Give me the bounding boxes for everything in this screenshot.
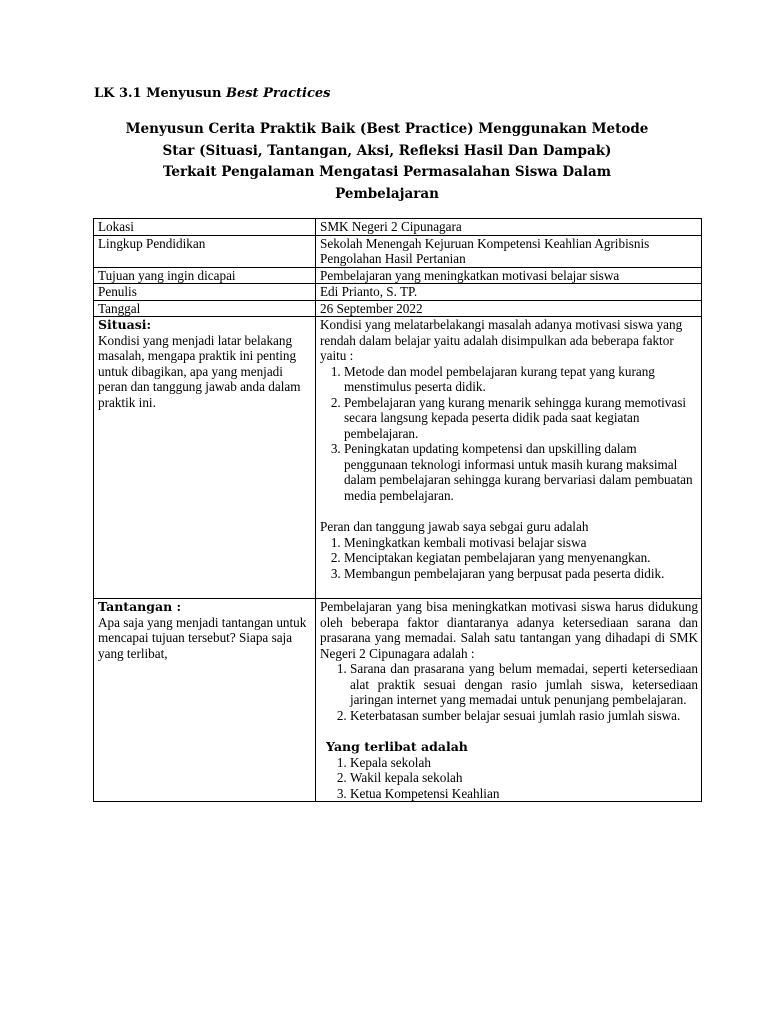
document-title	[94, 119, 680, 205]
row-value-tanggal: 26 September 2022	[316, 300, 702, 317]
situasi-description: Kondisi yang menjadi latar belakang masalah, mengapa praktik ini penting untuk dibagikan, apa yang menjadi peran dan tanggung jawab anda dalam praktik ini.	[98, 332, 301, 410]
situasi-role-intro: Peran dan tanggung jawab saya sebgai guru adalah	[320, 519, 589, 534]
table-row	[94, 300, 702, 317]
situasi-factor-list	[320, 364, 698, 504]
tantangan-involved-list	[320, 755, 698, 802]
situasi-label-cell	[94, 317, 316, 599]
list-item: 3. Membangun pembelajaran yang berpusat pada peserta didik.	[344, 566, 698, 582]
tantangan-description: Apa saja yang menjadi tantangan untuk mencapai tujuan tersebut? Siapa saja yang terlibat,	[98, 614, 307, 661]
row-label-tanggal: Tanggal	[94, 300, 316, 317]
list-item: 1. Metode dan model pembelajaran kurang tepat yang kurang menstimulus peserta didik.	[344, 364, 698, 395]
table-row	[94, 284, 702, 301]
table-row	[94, 267, 702, 284]
table-row	[94, 219, 702, 236]
list-item: 1. Kepala sekolah	[350, 755, 698, 771]
row-value-lokasi: SMK Negeri 2 Cipunagara	[316, 219, 702, 236]
tantangan-challenge-list	[320, 661, 698, 723]
title-line: Pembelajaran	[335, 185, 439, 202]
table-row	[94, 235, 702, 267]
list-item: 2. Keterbatasan sumber belajar sesuai jumlah rasio jumlah siswa.	[350, 708, 698, 724]
list-item: 1. Sarana dan prasarana yang belum memadai, seperti ketersediaan alat praktik sesuai dengan rasio jumlah siswa, ketersediaan jaringan internet yang memadai untuk penunjang pembelajaran.	[350, 661, 698, 708]
list-item: 3. Peningkatan updating kompetensi dan upskilling dalam penggunaan teknologi informasi untuk masih kurang maksimal dalam pembelajaran sehingga kurang bervariasi dalam pembuatan media pembelajaran.	[344, 441, 698, 503]
list-item: 2. Pembelajaran yang kurang menarik sehingga kurang memotivasi secara langsung kepada peserta didik pada saat kegiatan pembelajaran.	[344, 395, 698, 442]
situasi-heading: Situasi:	[98, 317, 152, 332]
row-value-penulis: Edi Prianto, S. TP.	[316, 284, 702, 301]
title-line: Star (Situasi, Tantangan, Aksi, Refleksi Hasil Dan Dampak)	[162, 142, 612, 159]
table-row-situasi	[94, 317, 702, 599]
tantangan-intro: Pembelajaran yang bisa meningkatkan motivasi siswa harus didukung oleh beberapa faktor diantaranya adanya ketersediaan sarana dan prasarana yang memadai. Salah satu tantangan yang dihadapi di SMK Negeri 2 Cipunagara adalah :	[320, 599, 698, 661]
list-item: 1. Meningkatkan kembali motivasi belajar siswa	[344, 535, 698, 551]
situasi-role-list	[320, 535, 698, 582]
title-line: Menyusun Cerita Praktik Baik (Best Practice) Menggunakan Metode	[125, 121, 649, 137]
tantangan-label-cell	[94, 599, 316, 802]
row-label-lingkup: Lingkup Pendidikan	[94, 235, 316, 267]
tantangan-content-cell	[316, 599, 702, 802]
row-value-lingkup: Sekolah Menengah Kejuruan Kompetensi Keahlian Agribisnis Pengolahan Hasil Pertanian	[316, 235, 702, 267]
situasi-intro: Kondisi yang melatarbelakangi masalah adanya motivasi siswa yang rendah dalam belajar yaitu adalah disimpulkan ada beberapa faktor yaitu :	[320, 317, 683, 363]
worksheet-label-italic: Best Practices	[225, 86, 331, 101]
situasi-content-cell	[316, 317, 702, 599]
row-label-tujuan: Tujuan yang ingin dicapai	[94, 267, 316, 284]
tantangan-involved-heading: Yang terlibat adalah	[326, 739, 468, 754]
row-label-lokasi: Lokasi	[94, 219, 316, 236]
title-line: Terkait Pengalaman Mengatasi Permasalahan Siswa Dalam	[162, 164, 612, 180]
list-item: 3. Ketua Kompetensi Keahlian	[350, 786, 698, 802]
row-label-penulis: Penulis	[94, 284, 316, 301]
list-item: 2. Wakil kepala sekolah	[350, 770, 698, 786]
best-practice-table	[93, 218, 702, 802]
table-row-tantangan	[94, 599, 702, 802]
row-value-tujuan: Pembelajaran yang meningkatkan motivasi belajar siswa	[316, 267, 702, 284]
worksheet-label	[94, 86, 331, 101]
list-item: 2. Menciptakan kegiatan pembelajaran yang menyenangkan.	[344, 550, 698, 566]
worksheet-label-prefix: LK 3.1 Menyusun	[94, 86, 222, 101]
tantangan-heading: Tantangan :	[98, 599, 182, 614]
